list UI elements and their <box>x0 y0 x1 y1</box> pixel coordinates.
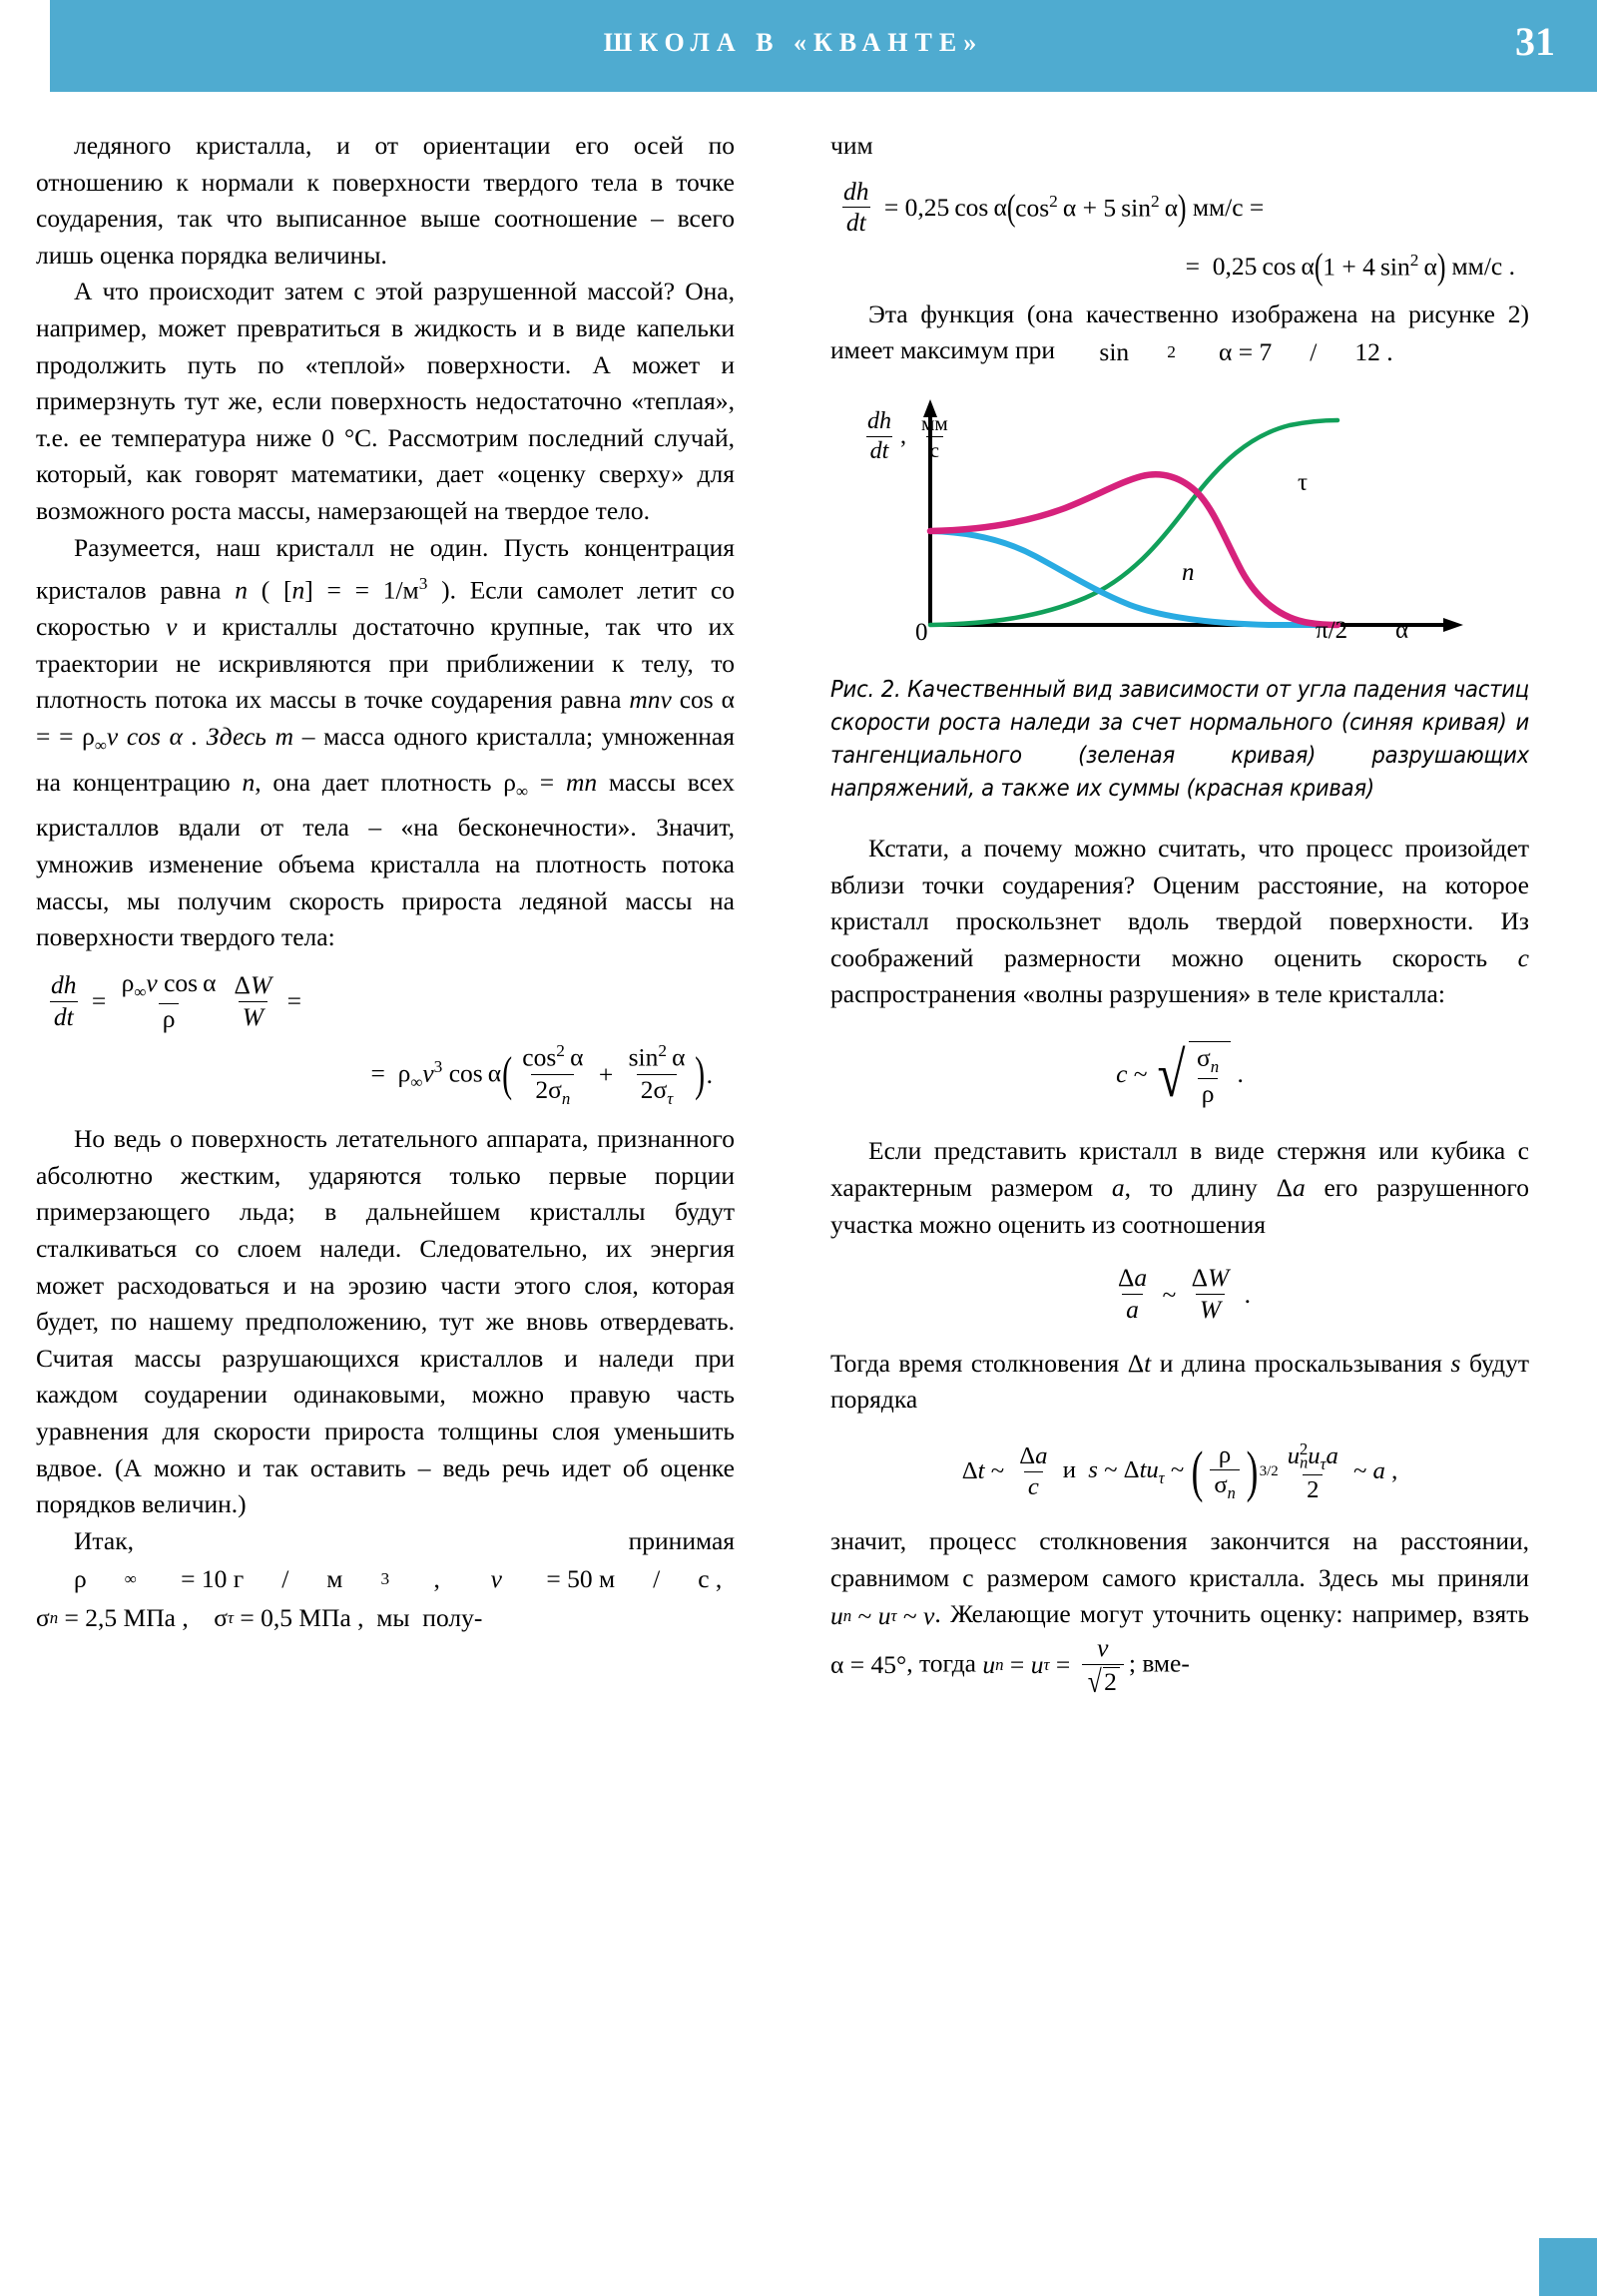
paragraph-6 <box>830 831 1529 1013</box>
p3-u: массы всех кристаллов вдали от тела – «на бесконечности». Значит, умножив изменение объема кристалла на плотность потока массы, мы получим скорость прироста ледяной массы на поверхности твердого тела: <box>36 767 735 952</box>
p9-f: u n = u τ = v √ 2 <box>982 1635 1128 1696</box>
p3-mn: mn <box>565 767 598 797</box>
corner-decoration <box>1539 2238 1597 2296</box>
p7-c: , то длину <box>1124 1173 1277 1202</box>
continuation-word: чим <box>830 131 873 160</box>
formula-dh-dt-full: $\frac{dh}{dt}$ = $\frac{\rho_\infty v \cos \alpha}{\rho}$ $\frac{\Delta W}{W}$ = <box>51 967 301 1033</box>
p3-s: = <box>528 767 566 797</box>
page-title: ШКОЛА В «КВАНТЕ» <box>603 28 984 57</box>
p3-a: Разумеется, наш кристалл не один. Пусть концентрация кристалов равна <box>36 532 735 605</box>
curve-sum <box>930 474 1337 625</box>
page-header <box>50 0 1597 92</box>
x-tick-zero: 0 <box>915 618 928 646</box>
paragraph-4: Но ведь о поверхность летательного аппарата, признанного абсолютно жестким, ударяются только первые порции примерзающего льда; в дальнейшем кристаллы будут сталкиваться со слоем наледи. Следовательно, их энергия может расходоваться и на эрозию части этого слоя, которая будет, по нашему предположению, тут же вновь отвердевать. Считая массы разрушающихся кристаллов и наледи при каждом соударении одинаковыми, можно правую часть уравнения для скорости прироста толщины слоя уменьшить вдвое. (А можно и так оставить – ведь речь идет об оценке порядков величин.) <box>36 1124 735 1519</box>
p6-a: Кстати, а почему можно считать, что процесс произойдет вблизи точки соударения? Оценим расстояние, на которое кристалл проскользнет вдоль твердой поверхности. Из соображений размерности можно оценить скорость <box>830 833 1529 972</box>
p9-a: значит, процесс столкновения закончится на расстоянии, сравнимом с размером самого кристалла. Здесь мы приняли <box>830 1526 1529 1592</box>
page-number: 31 <box>1515 19 1555 64</box>
p9-b: u n ~ u τ ~ v <box>830 1601 935 1631</box>
p3-inf1: ∞ <box>94 736 107 756</box>
p8-c: и длина проскальзывания <box>1151 1348 1451 1378</box>
p3-i: и кристаллы достаточно крупные, так что их траектории не искривляются при приближении к телу, то плотность потока их массы в точке соударения равна <box>36 612 735 715</box>
p9-c: . Желающие могут уточнить оценку: например, взять <box>934 1599 1529 1629</box>
p9-d: α = 45° <box>830 1650 907 1680</box>
p3-n1: n <box>235 575 248 605</box>
p7-a: Если представить кристалл в виде стержня или кубика с характерным размером <box>830 1136 1529 1202</box>
pf-a: Эта функция (она качественно изображена на рисунке 2) имеет максимум при <box>830 298 1529 365</box>
p3-exp: 3 <box>418 574 428 594</box>
p9-e: , тогда <box>906 1648 983 1678</box>
paragraph-3 <box>36 530 735 956</box>
paragraph-5-cont: σ n = 2,5 МПа , σ τ = 0,5 МПа , мы полу- <box>36 1602 483 1632</box>
p3-mass: m <box>274 722 293 751</box>
paragraph-5 <box>36 1523 735 1598</box>
p8-s: s <box>1450 1348 1461 1378</box>
p3-k: cos α = = ρ <box>36 685 736 751</box>
curve-tau <box>930 420 1337 625</box>
p3-v: v <box>166 612 178 642</box>
formula-wave-speed: c ~ √ $\frac{\sigma_n}{\rho}$ . <box>1116 1038 1244 1110</box>
p3-q: , она дает плотность ρ <box>255 767 516 797</box>
p8-a: Тогда время столкновения <box>830 1348 1128 1378</box>
paragraph-7 <box>830 1133 1529 1243</box>
formula-dh-dt-simplified: = 0,25 cos α ( 1 + 4 $\sin^2 \alpha$ ) мм/с . <box>1185 245 1515 287</box>
p3-n2: n <box>291 575 305 605</box>
curve-label-n: n <box>1182 558 1195 586</box>
p3-mnv: mnv <box>629 685 672 715</box>
p5-values: ρ ∞ = 10 г / м 3 , v = 50 м / с , <box>74 1564 723 1594</box>
p8-dt: Δt <box>1127 1348 1152 1378</box>
formula-dh-dt-expanded: = $\rho_\infty v^3$ cos α ( $\frac{\cos^2 \alpha}{2\sigma_n}$ + $\frac{\sin^2 \alpha}{2\sigma_\tau}$ ) . <box>370 1041 713 1108</box>
figure-2 <box>830 393 1529 663</box>
y-axis-label: $\frac{dh}{dt}$ , $\frac{мм}{с}$ <box>867 407 948 465</box>
p9-g: ; вме- <box>1128 1648 1190 1678</box>
p3-inf2: ∞ <box>516 781 528 801</box>
p8-e: будут порядка <box>830 1348 1529 1415</box>
paragraph-1: ледяного кристалла, и от ориентации его осей по отношению к нормали к поверхности твердого тела в точке соударения, так что выписанное выше соотношение – всего лишь оценка порядка величины. <box>36 131 735 270</box>
paragraph-2: А что происходит затем с этой разрушенной массой? Она, например, может превратиться в жидкость и в виде капельки продолжить путь по «теплой» поверхности. А может и примерзнуть тут же, если поверхность недостаточно «теплая», т.е. ее температура ниже 0 °С. Рассмотрим последний случай, который, как говорят математики, дает «оценку сверху» для возможного роста массы, намерзающей на твердое тело. <box>36 277 735 525</box>
x-axis-arrow <box>1443 618 1463 632</box>
figure-2-caption: Рис. 2. Качественный вид зависимости от угла падения частиц скорости роста наледи за счет нормального (синяя кривая) и тангенциального (зеленая кривая) разрушающих напряжений, а также их суммы (красная кривая) <box>830 674 1529 802</box>
p3-n3: n <box>242 767 256 797</box>
p3-o: – масса одного кристалла; умноженная на концентрацию <box>36 722 735 797</box>
sqrt-icon: √ $\frac{\sigma_n}{\rho}$ <box>1154 1041 1231 1108</box>
paragraph-9 <box>830 1523 1529 1699</box>
formula-dh-dt-numeric: $\frac{dh}{dt}$ = 0,25 cos α ( $\cos^2 \alpha + 5$ $\sin^2 \alpha$ ) мм/с = <box>843 176 1265 238</box>
p7-a-sym: a <box>1111 1173 1125 1202</box>
formula-collision-time: Δt ~ $\frac{\Delta a}{c}$ и s ~ Δtu$_\tau$ ~ ( $\frac{\rho}{\sigma_n}$ ) 3/2 $\frac{u_n^2u_\tau a}{2}$ ~ a , <box>961 1438 1398 1504</box>
x-axis-label: α <box>1395 616 1409 644</box>
p3-e: ] = = 1/м <box>304 575 419 605</box>
p7-da: Δa <box>1276 1173 1306 1202</box>
p3-c: ( [ <box>247 575 292 605</box>
p3-m: v cos α . Здесь <box>106 722 275 751</box>
paragraph-8 <box>830 1346 1529 1419</box>
left-column <box>36 128 735 1636</box>
p7-e: его разрушенного участка можно оценить из соотношения <box>830 1173 1529 1239</box>
p6-c2: распространения «волны разрушения» в теле кристалла: <box>830 979 1445 1009</box>
formula-delta-a-ratio: $\frac{\Delta a}{a}$ ~ $\frac{\Delta W}{W}$ . <box>1117 1263 1252 1324</box>
right-column <box>830 128 1529 1699</box>
x-tick-pi-half: π/2 <box>1316 616 1348 644</box>
pf-b: sin 2 α = 7 / 12 . <box>1099 337 1393 367</box>
paragraph-figure-intro <box>830 296 1529 371</box>
p6-c: c <box>1517 942 1529 972</box>
p5-lead: Итак, принимая <box>74 1525 735 1555</box>
p3-g: ). Если самолет летит со скоростью <box>36 575 735 642</box>
curve-label-tau: τ <box>1298 468 1309 496</box>
